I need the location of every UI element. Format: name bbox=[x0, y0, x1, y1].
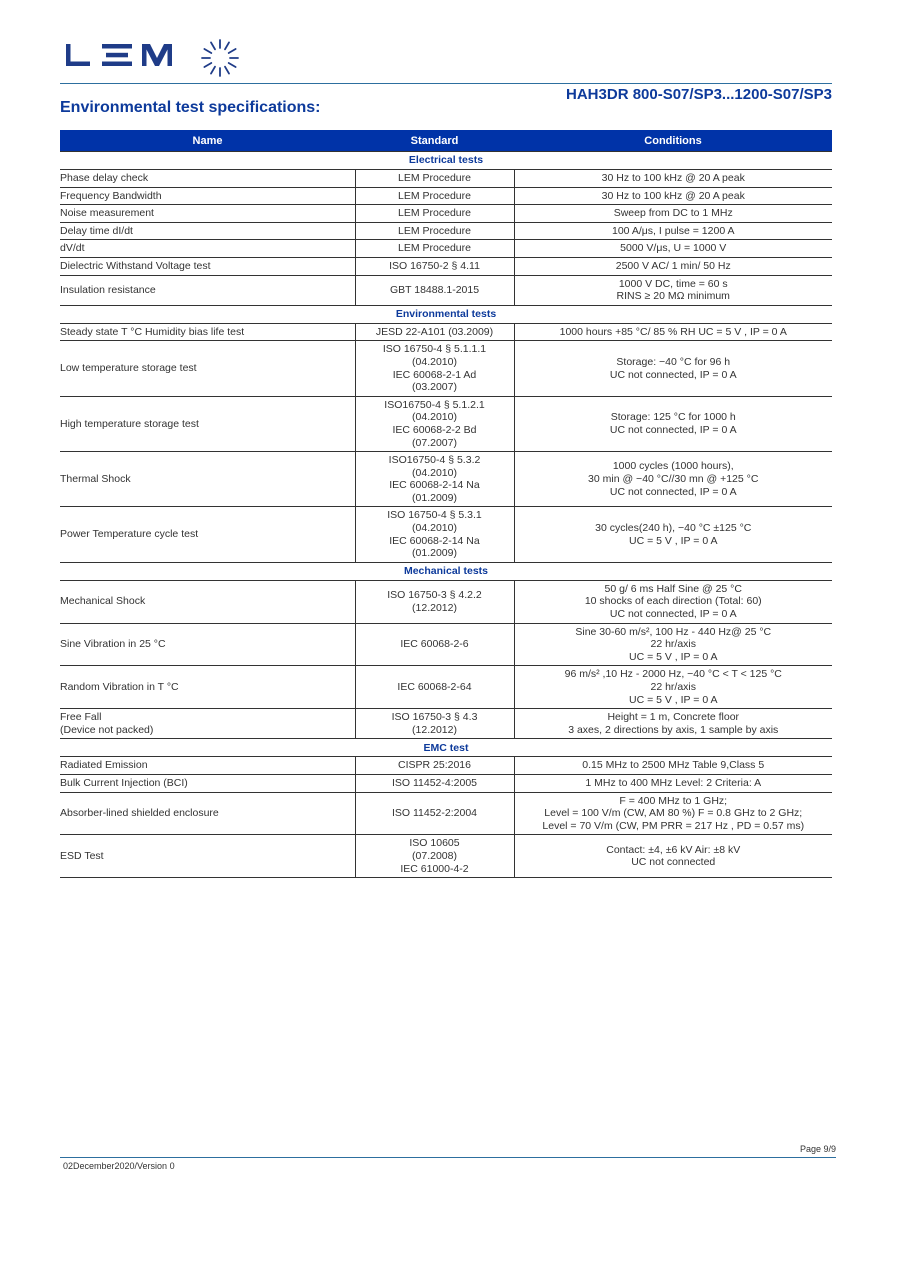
cell-line: Mechanical Shock bbox=[60, 595, 146, 608]
cell-line: ISO 16750-4 § 5.1.1.1 bbox=[382, 343, 487, 356]
table-row bbox=[60, 275, 832, 305]
test-name-cell bbox=[60, 709, 355, 739]
conditions-cell bbox=[514, 396, 832, 451]
cell-line: Low temperature storage test bbox=[60, 362, 197, 375]
table-row bbox=[60, 580, 832, 623]
cell-line: 30 Hz to 100 kHz @ 20 A peak bbox=[601, 189, 745, 202]
standard-cell bbox=[355, 580, 514, 623]
test-name-cell bbox=[60, 452, 355, 507]
cell-line: ISO16750-4 § 5.3.2 bbox=[388, 454, 481, 467]
cell-line: 1 MHz to 400 MHz Level: 2 Criteria: A bbox=[585, 776, 762, 789]
test-name-cell bbox=[60, 205, 355, 223]
table-row bbox=[60, 757, 832, 775]
cell-line: 30 min @ −40 °C//30 mn @ +125 °C bbox=[588, 472, 759, 485]
standard-cell bbox=[355, 666, 514, 709]
cell-line: ESD Test bbox=[60, 849, 104, 862]
section-heading: Mechanical tests bbox=[60, 562, 832, 580]
lem-logo bbox=[62, 34, 247, 82]
table-row bbox=[60, 507, 832, 562]
conditions-cell bbox=[514, 709, 832, 739]
table-row bbox=[60, 170, 832, 188]
conditions-cell bbox=[514, 580, 832, 623]
cell-line: (01.2009) bbox=[412, 547, 457, 560]
cell-line: Delay time dI/dt bbox=[60, 224, 133, 237]
environmental-test-table bbox=[60, 130, 832, 878]
conditions-cell bbox=[514, 666, 832, 709]
test-name-cell bbox=[60, 792, 355, 835]
cell-line: UC not connected, IP = 0 A bbox=[609, 608, 737, 621]
table-row bbox=[60, 323, 832, 341]
conditions-cell bbox=[514, 507, 832, 562]
cell-line: LEM Procedure bbox=[398, 189, 471, 202]
test-name-cell bbox=[60, 222, 355, 240]
test-name-cell bbox=[60, 580, 355, 623]
standard-cell bbox=[355, 240, 514, 258]
cell-line: Height = 1 m, Concrete floor bbox=[607, 711, 740, 724]
date-version: 02December2020/Version 0 bbox=[63, 1161, 175, 1171]
cell-line: UC = 5 V , IP = 0 A bbox=[628, 650, 718, 663]
cell-line: IEC 60068-2-14 Na bbox=[389, 534, 480, 547]
cell-line: Absorber-lined shielded enclosure bbox=[60, 807, 219, 820]
section-row bbox=[60, 305, 832, 323]
table-row bbox=[60, 666, 832, 709]
cell-line: ISO 11452-4:2005 bbox=[391, 776, 478, 789]
standard-cell bbox=[355, 257, 514, 275]
cell-line: Sine Vibration in 25 °C bbox=[60, 638, 166, 651]
table-row bbox=[60, 709, 832, 739]
cell-line: (Device not packed) bbox=[60, 723, 154, 736]
cell-line: UC = 5 V , IP = 0 A bbox=[628, 534, 718, 547]
section-heading: Environmental tests bbox=[60, 305, 832, 323]
standard-cell bbox=[355, 222, 514, 240]
cell-line: 10 shocks of each direction (Total: 60) bbox=[584, 595, 762, 608]
test-name-cell bbox=[60, 187, 355, 205]
cell-line: 30 Hz to 100 kHz @ 20 A peak bbox=[601, 172, 745, 184]
cell-line: Level = 100 V/m (CW, AM 80 %) F = 0.8 GHz to 2 GHz; bbox=[544, 807, 803, 820]
cell-line: LEM Procedure bbox=[398, 242, 471, 255]
table-row bbox=[60, 452, 832, 507]
cell-line: Power Temperature cycle test bbox=[60, 528, 199, 541]
standard-cell bbox=[355, 187, 514, 205]
standard-cell bbox=[355, 757, 514, 775]
cell-line: GBT 18488.1-2015 bbox=[389, 283, 480, 296]
cell-line: 1000 V DC, time = 60 s bbox=[618, 277, 728, 290]
test-name-cell bbox=[60, 507, 355, 562]
cell-line: Level = 70 V/m (CW, PM PRR = 217 Hz , PD = 0.57 ms) bbox=[542, 819, 805, 832]
cell-line: (03.2007) bbox=[412, 381, 457, 394]
test-name-cell bbox=[60, 170, 355, 188]
conditions-cell bbox=[514, 240, 832, 258]
cell-line: (04.2010) bbox=[412, 466, 457, 479]
cell-line: (12.2012) bbox=[412, 723, 457, 736]
cell-line: 100 A/μs, I pulse = 1200 A bbox=[611, 224, 735, 237]
table-row bbox=[60, 341, 832, 396]
test-name-cell bbox=[60, 275, 355, 305]
standard-cell bbox=[355, 623, 514, 666]
cell-line: (07.2007) bbox=[412, 436, 457, 449]
table-header-row bbox=[60, 130, 832, 152]
cell-line: IEC 60068-2-14 Na bbox=[389, 479, 480, 492]
cell-line: 1000 hours +85 °C/ 85 % RH UC = 5 V , IP = 0 A bbox=[559, 325, 787, 338]
footer-rule bbox=[60, 1157, 836, 1158]
table-row bbox=[60, 623, 832, 666]
test-name-cell bbox=[60, 666, 355, 709]
cell-line: UC not connected, IP = 0 A bbox=[609, 485, 737, 498]
cell-line: 1000 cycles (1000 hours), bbox=[612, 460, 734, 473]
cell-line: Frequency Bandwidth bbox=[60, 189, 162, 202]
cell-line: JESD 22-A101 (03.2009) bbox=[375, 325, 494, 338]
cell-line: Contact: ±4, ±6 kV Air: ±8 kV bbox=[606, 843, 741, 856]
test-name-cell bbox=[60, 757, 355, 775]
conditions-cell bbox=[514, 323, 832, 341]
cell-line: UC not connected, IP = 0 A bbox=[609, 368, 737, 381]
cell-line: (01.2009) bbox=[412, 491, 457, 504]
conditions-cell bbox=[514, 187, 832, 205]
cell-line: 2500 V AC/ 1 min/ 50 Hz bbox=[615, 259, 731, 272]
cell-line: ISO 16750-3 § 4.2.2 bbox=[387, 589, 482, 602]
conditions-cell bbox=[514, 275, 832, 305]
standard-cell bbox=[355, 792, 514, 835]
conditions-cell bbox=[514, 170, 832, 188]
conditions-cell bbox=[514, 205, 832, 223]
cell-line: Free Fall bbox=[60, 711, 102, 724]
test-name-cell bbox=[60, 341, 355, 396]
cell-line: F = 400 MHz to 1 GHz; bbox=[619, 794, 728, 807]
cell-line: 30 cycles(240 h), −40 °C ±125 °C bbox=[595, 522, 752, 535]
section-row bbox=[60, 152, 832, 170]
cell-line: ISO 11452-2:2004 bbox=[391, 807, 478, 820]
cell-line: ISO16750-4 § 5.1.2.1 bbox=[384, 398, 485, 411]
header-rule bbox=[60, 83, 832, 84]
cell-line: (04.2010) bbox=[412, 411, 457, 424]
test-name-cell bbox=[60, 774, 355, 792]
cell-line: (07.2008) bbox=[412, 849, 457, 862]
cell-line: ISO 16750-2 § 4.11 bbox=[389, 259, 480, 272]
conditions-cell bbox=[514, 757, 832, 775]
standard-cell bbox=[355, 835, 514, 878]
cell-line: (04.2010) bbox=[412, 355, 457, 368]
conditions-cell bbox=[514, 774, 832, 792]
cell-line: ISO 16750-3 § 4.3 bbox=[391, 711, 478, 724]
section-heading: Electrical tests bbox=[60, 152, 832, 170]
cell-line: Storage: 125 °C for 1000 h bbox=[610, 411, 736, 424]
cell-line: Sweep from DC to 1 MHz bbox=[613, 207, 733, 220]
conditions-cell bbox=[514, 623, 832, 666]
cell-line: LEM Procedure bbox=[398, 172, 471, 184]
standard-cell bbox=[355, 774, 514, 792]
cell-line: CISPR 25:2016 bbox=[398, 759, 471, 772]
cell-line: 0.15 MHz to 2500 MHz Table 9,Class 5 bbox=[582, 759, 765, 772]
standard-cell bbox=[355, 205, 514, 223]
table-row bbox=[60, 257, 832, 275]
table-row bbox=[60, 396, 832, 451]
standard-cell bbox=[355, 275, 514, 305]
standard-cell bbox=[355, 323, 514, 341]
part-number: HAH3DR 800-S07/SP3...1200-S07/SP3 bbox=[566, 86, 832, 103]
test-name-cell bbox=[60, 835, 355, 878]
section-heading: EMC test bbox=[60, 739, 832, 757]
standard-cell bbox=[355, 507, 514, 562]
cell-line: 22 hr/axis bbox=[650, 681, 697, 693]
cell-line: ISO 16750-4 § 5.3.1 bbox=[387, 509, 482, 522]
cell-line: 5000 V/μs, U = 1000 V bbox=[620, 242, 727, 255]
cell-line: Noise measurement bbox=[60, 207, 154, 220]
cell-line: Radiated Emission bbox=[60, 759, 148, 772]
cell-line: Dielectric Withstand Voltage test bbox=[60, 259, 211, 272]
cell-line: Steady state T °C Humidity bias life test bbox=[60, 325, 245, 338]
column-header-name: Name bbox=[60, 130, 355, 152]
cell-line: Insulation resistance bbox=[60, 283, 156, 296]
conditions-cell bbox=[514, 222, 832, 240]
conditions-cell bbox=[514, 452, 832, 507]
cell-line: IEC 60068-2-2 Bd bbox=[392, 423, 477, 436]
conditions-cell bbox=[514, 257, 832, 275]
section-title: Environmental test specifications: bbox=[60, 99, 321, 116]
cell-line: IEC 60068-2-64 bbox=[397, 681, 472, 693]
column-header-standard: Standard bbox=[355, 130, 514, 152]
standard-cell bbox=[355, 170, 514, 188]
test-name-cell bbox=[60, 396, 355, 451]
column-header-conditions: Conditions bbox=[514, 130, 832, 152]
cell-line: 22 hr/axis bbox=[650, 638, 697, 651]
cell-line: LEM Procedure bbox=[398, 207, 471, 220]
cell-line: UC not connected, IP = 0 A bbox=[609, 423, 737, 436]
test-name-cell bbox=[60, 240, 355, 258]
cell-line: UC = 5 V , IP = 0 A bbox=[628, 693, 718, 706]
table-row bbox=[60, 835, 832, 878]
conditions-cell bbox=[514, 341, 832, 396]
cell-line: Phase delay check bbox=[60, 172, 149, 184]
cell-line: 50 g/ 6 ms Half Sine @ 25 °C bbox=[604, 582, 742, 595]
cell-line: Random Vibration in T °C bbox=[60, 681, 179, 693]
standard-cell bbox=[355, 452, 514, 507]
cell-line: IEC 60068-2-1 Ad bbox=[392, 368, 477, 381]
cell-line: dV/dt bbox=[60, 242, 85, 255]
standard-cell bbox=[355, 709, 514, 739]
test-name-cell bbox=[60, 623, 355, 666]
section-row bbox=[60, 562, 832, 580]
table-row bbox=[60, 222, 832, 240]
cell-line: High temperature storage test bbox=[60, 417, 199, 430]
cell-line: Sine 30-60 m/s², 100 Hz - 440 Hz@ 25 °C bbox=[575, 625, 772, 638]
table-row bbox=[60, 240, 832, 258]
cell-line: LEM Procedure bbox=[398, 224, 471, 237]
test-name-cell bbox=[60, 257, 355, 275]
cell-line: (12.2012) bbox=[412, 601, 457, 614]
table-row bbox=[60, 774, 832, 792]
table-body bbox=[60, 152, 832, 878]
cell-line: IEC 60068-2-6 bbox=[400, 638, 469, 651]
cell-line: RINS ≥ 20 MΩ minimum bbox=[616, 290, 730, 303]
cell-line: UC not connected bbox=[631, 856, 716, 869]
conditions-cell bbox=[514, 835, 832, 878]
cell-line: Storage: −40 °C for 96 h bbox=[616, 355, 731, 368]
cell-line: (04.2010) bbox=[412, 522, 457, 535]
standard-cell bbox=[355, 341, 514, 396]
table-row bbox=[60, 792, 832, 835]
cell-line: IEC 61000-4-2 bbox=[400, 862, 469, 875]
cell-line: Bulk Current Injection (BCI) bbox=[60, 776, 188, 789]
cell-line: 3 axes, 2 directions by axis, 1 sample by axis bbox=[568, 723, 779, 736]
cell-line: 96 m/s² ,10 Hz - 2000 Hz, −40 °C < T < 125 °C bbox=[564, 668, 782, 681]
page-number: Page 9/9 bbox=[799, 1144, 836, 1154]
cell-line: ISO 10605 bbox=[409, 837, 460, 850]
test-name-cell bbox=[60, 323, 355, 341]
standard-cell bbox=[355, 396, 514, 451]
table-row bbox=[60, 205, 832, 223]
cell-line: Thermal Shock bbox=[60, 472, 131, 485]
section-row bbox=[60, 739, 832, 757]
table-row bbox=[60, 187, 832, 205]
conditions-cell bbox=[514, 792, 832, 835]
